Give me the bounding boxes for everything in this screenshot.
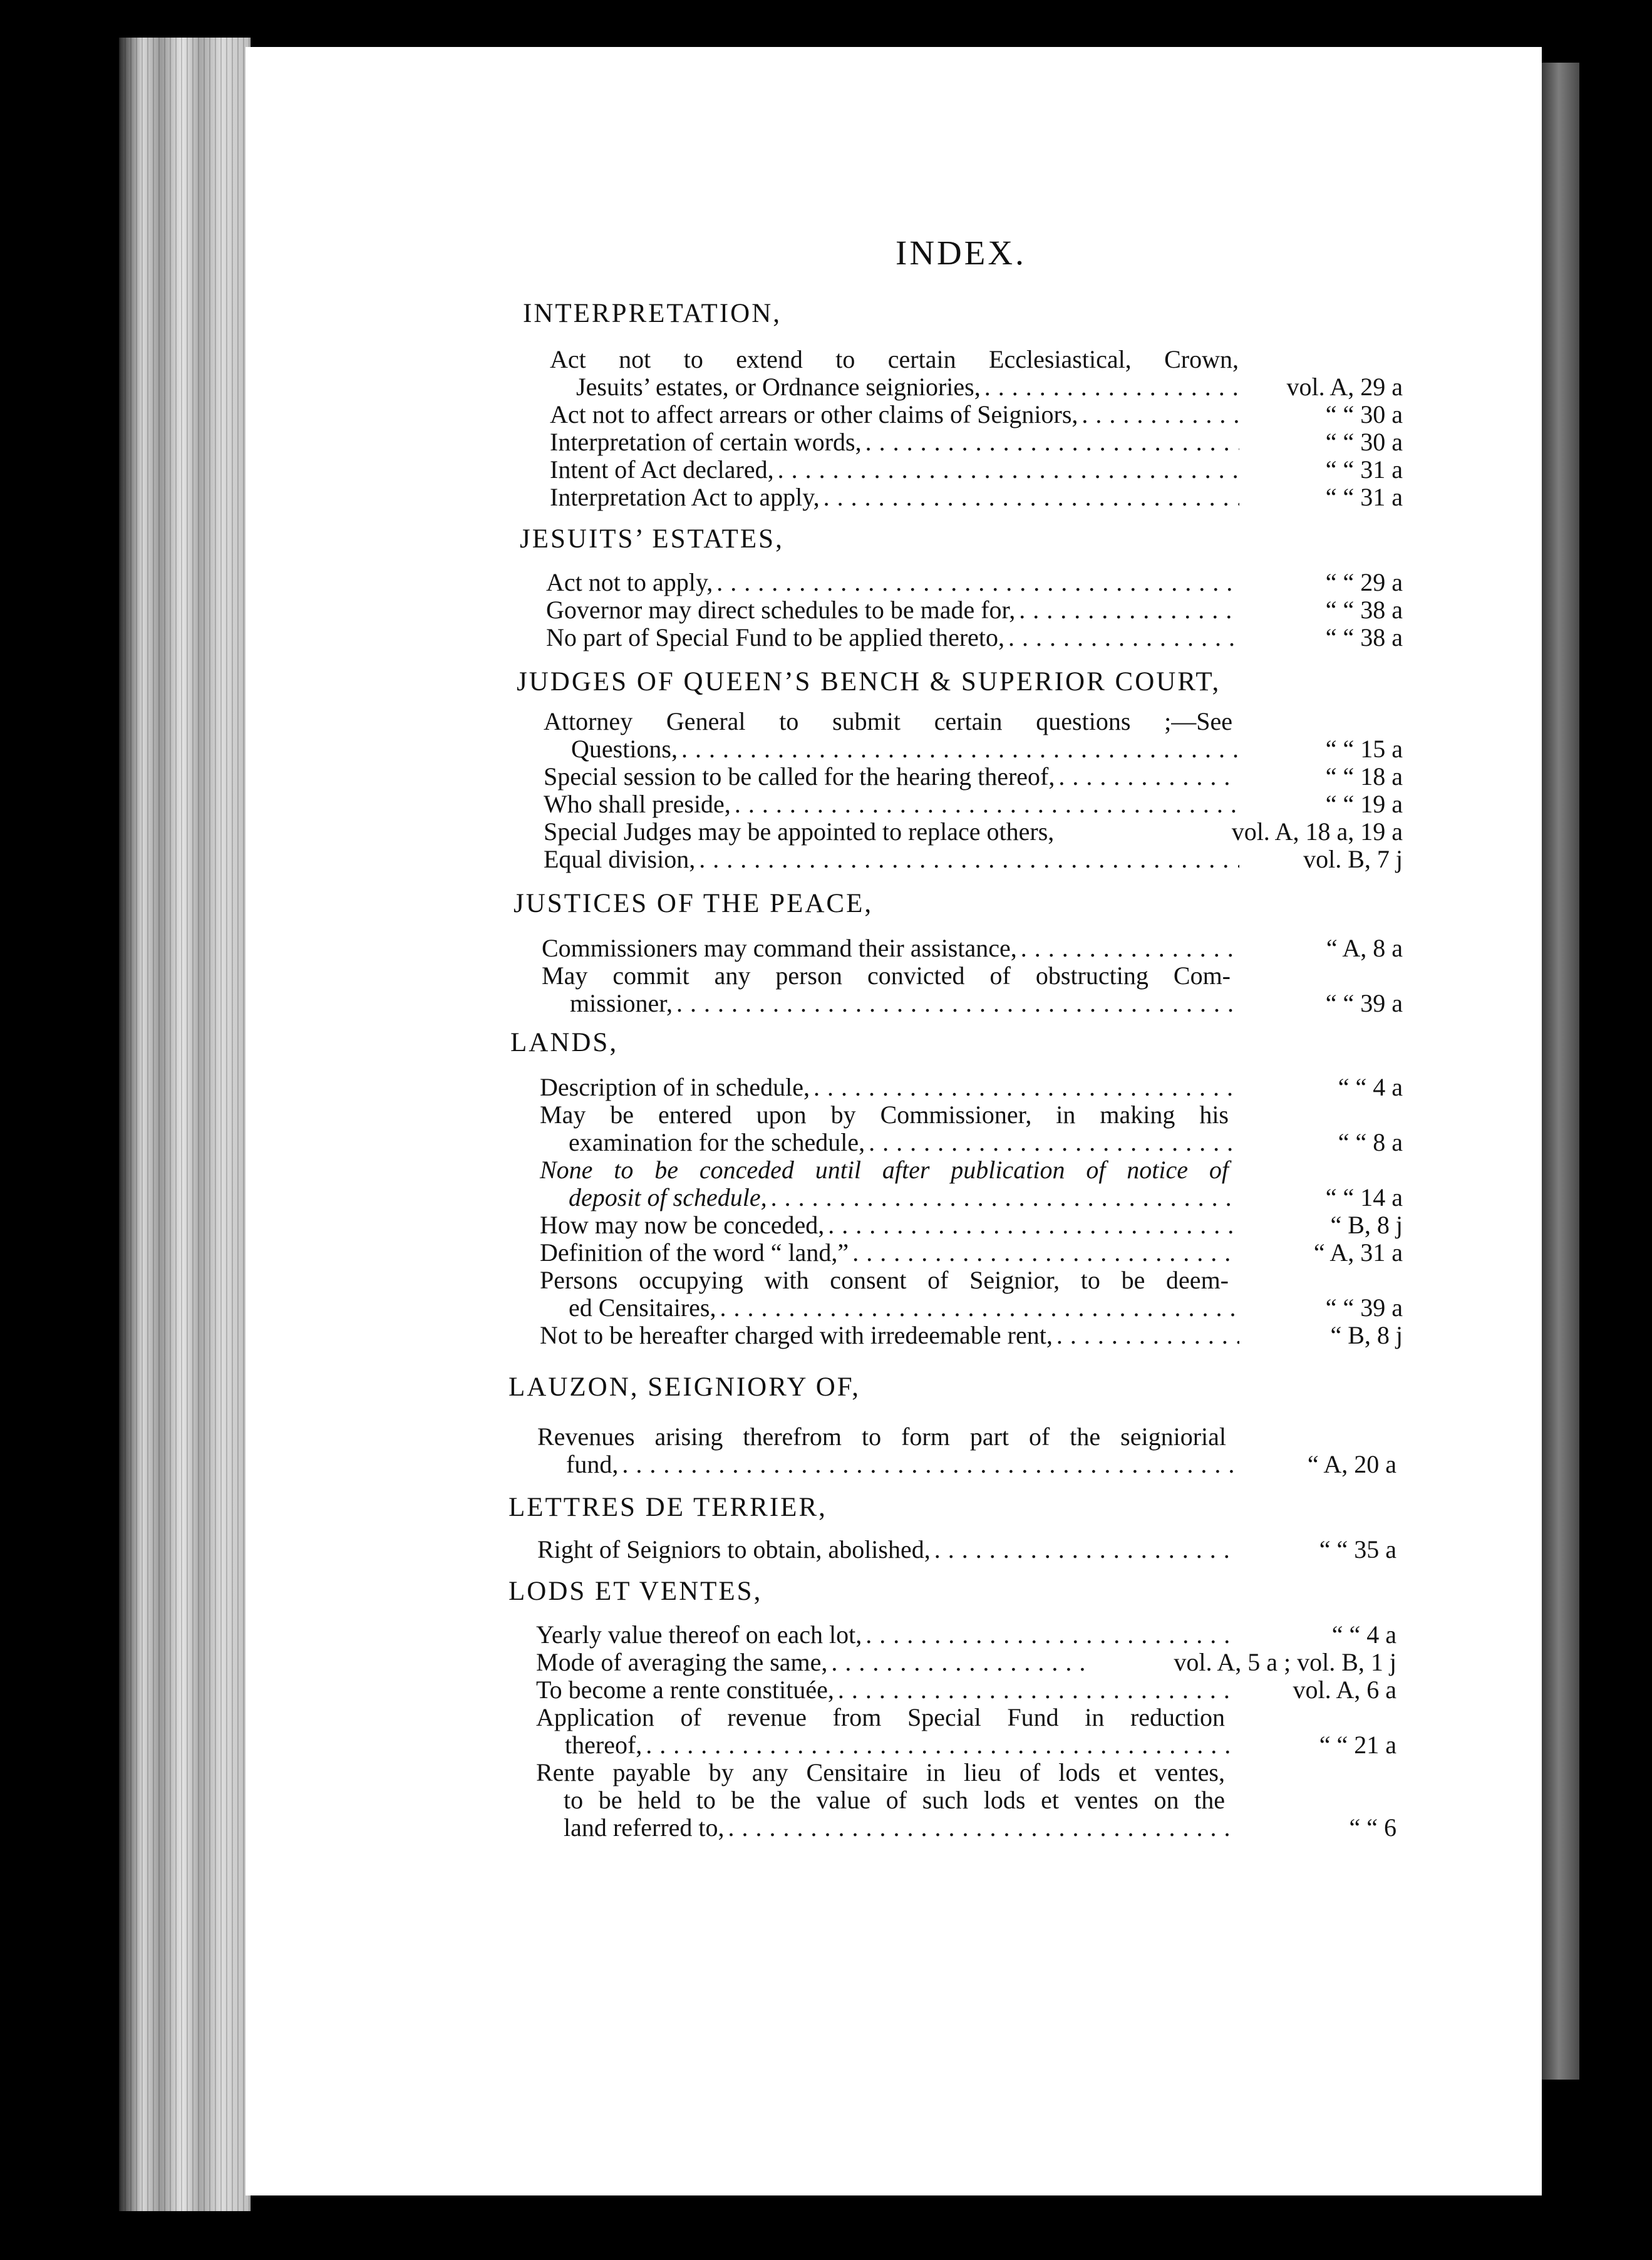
index-line: to be held to be the value of such lods et ventes on the [564,1786,1225,1814]
index-line: Special session to be called for the hearing thereof, . . . “ “ 18 a [544,763,1403,790]
index-line: Commissioners may command their assistance, . . . “ A, 8 a [542,935,1403,962]
index-line: Governor may direct schedules to be made for, . . . “ “ 38 a [546,596,1403,624]
section-heading-lands: LANDS, [510,1028,619,1057]
index-line: Revenues arising therefrom to form part of the seigniorial [537,1423,1226,1451]
index-line: Questions, . . . “ “ 15 a [571,735,1403,763]
index-line: Not to be hereafter charged with irredeemable rent, . . . “ B, 8 j [540,1322,1403,1349]
index-line: How may now be conceded, . . . “ B, 8 j [540,1211,1403,1239]
index-line: Interpretation Act to apply, . . . “ “ 31 a [550,484,1403,511]
index-line: Who shall preside, . . . “ “ 19 a [544,790,1403,818]
index-line: Mode of averaging the same, . . . vol. A, 5 a ; vol. B, 1 j [536,1649,1396,1676]
index-line: Definition of the word “ land,” . . . “ A, 31 a [540,1239,1403,1267]
index-line: Act not to extend to certain Ecclesiastical, Crown, [550,345,1239,373]
index-line: Description of in schedule, . . . “ “ 4 a [540,1074,1403,1101]
index-line: examination for the schedule, . . . “ “ 8 a [569,1129,1403,1156]
index-line: missioner, . . . “ “ 39 a [570,990,1403,1017]
index-line: None to be conceded until after publication of notice of [540,1156,1229,1184]
section-heading-justices: JUSTICES OF THE PEACE, [514,889,874,918]
index-line: ed Censitaires, . . . “ “ 39 a [569,1294,1403,1322]
index-line: Interpretation of certain words, . . . “ “ 30 a [550,428,1403,456]
section-heading-lauzon: LAUZON, SEIGNIORY OF, [509,1372,861,1402]
index-line: land referred to, . . . “ “ 6 [564,1814,1396,1842]
index-line: thereof, . . . “ “ 21 a [565,1731,1396,1759]
book-right-edge [1542,63,1579,2080]
index-line: May commit any person convicted of obstructing Com- [542,962,1231,990]
index-line: May be entered upon by Commissioner, in making his [540,1101,1229,1129]
index-line: deposit of schedule, . . . “ “ 14 a [569,1184,1403,1211]
index-line: Application of revenue from Special Fund in reduction [536,1703,1225,1731]
section-heading-lettres-de-terrier: LETTRES DE TERRIER, [509,1493,827,1522]
index-line: Act not to affect arrears or other claims of Seigniors, . . . “ “ 30 a [550,401,1403,428]
section-heading-interpretation: INTERPRETATION, [523,299,782,328]
index-line: Right of Seigniors to obtain, abolished, . . . “ “ 35 a [537,1536,1396,1563]
index-line: Yearly value thereof on each lot, . . . “ “ 4 a [536,1621,1396,1649]
section-heading-lods-et-ventes: LODS ET VENTES, [509,1577,763,1606]
index-line: Persons occupying with consent of Seignior, to be deem- [540,1266,1229,1294]
index-line: Intent of Act declared, . . . “ “ 31 a [550,456,1403,484]
index-line: Special Judges may be appointed to replace others, vol. A, 18 a, 19 a [544,817,1403,846]
index-line: To become a rente constituée, . . . vol. A, 6 a [536,1676,1396,1704]
index-line: Rente payable by any Censitaire in lieu of lods et ventes, [536,1758,1225,1786]
section-heading-judges: JUDGES OF QUEEN’S BENCH & SUPERIOR COURT, [517,667,1221,697]
index-line: Act not to apply, . . . “ “ 29 a [546,569,1403,596]
index-line: No part of Special Fund to be applied thereto, . . . “ “ 38 a [546,624,1403,651]
section-heading-jesuits-estates: JESUITS’ ESTATES, [520,524,784,554]
index-line: Jesuits’ estates, or Ordnance seigniories, . . . vol. A, 29 a [576,373,1403,401]
index-line: Equal division, . . . vol. B, 7 j [544,846,1403,873]
index-line: fund, . . . “ A, 20 a [566,1451,1396,1478]
book-page-edges [119,38,250,2211]
index-line: Attorney General to submit certain questions ;—See [544,707,1232,735]
